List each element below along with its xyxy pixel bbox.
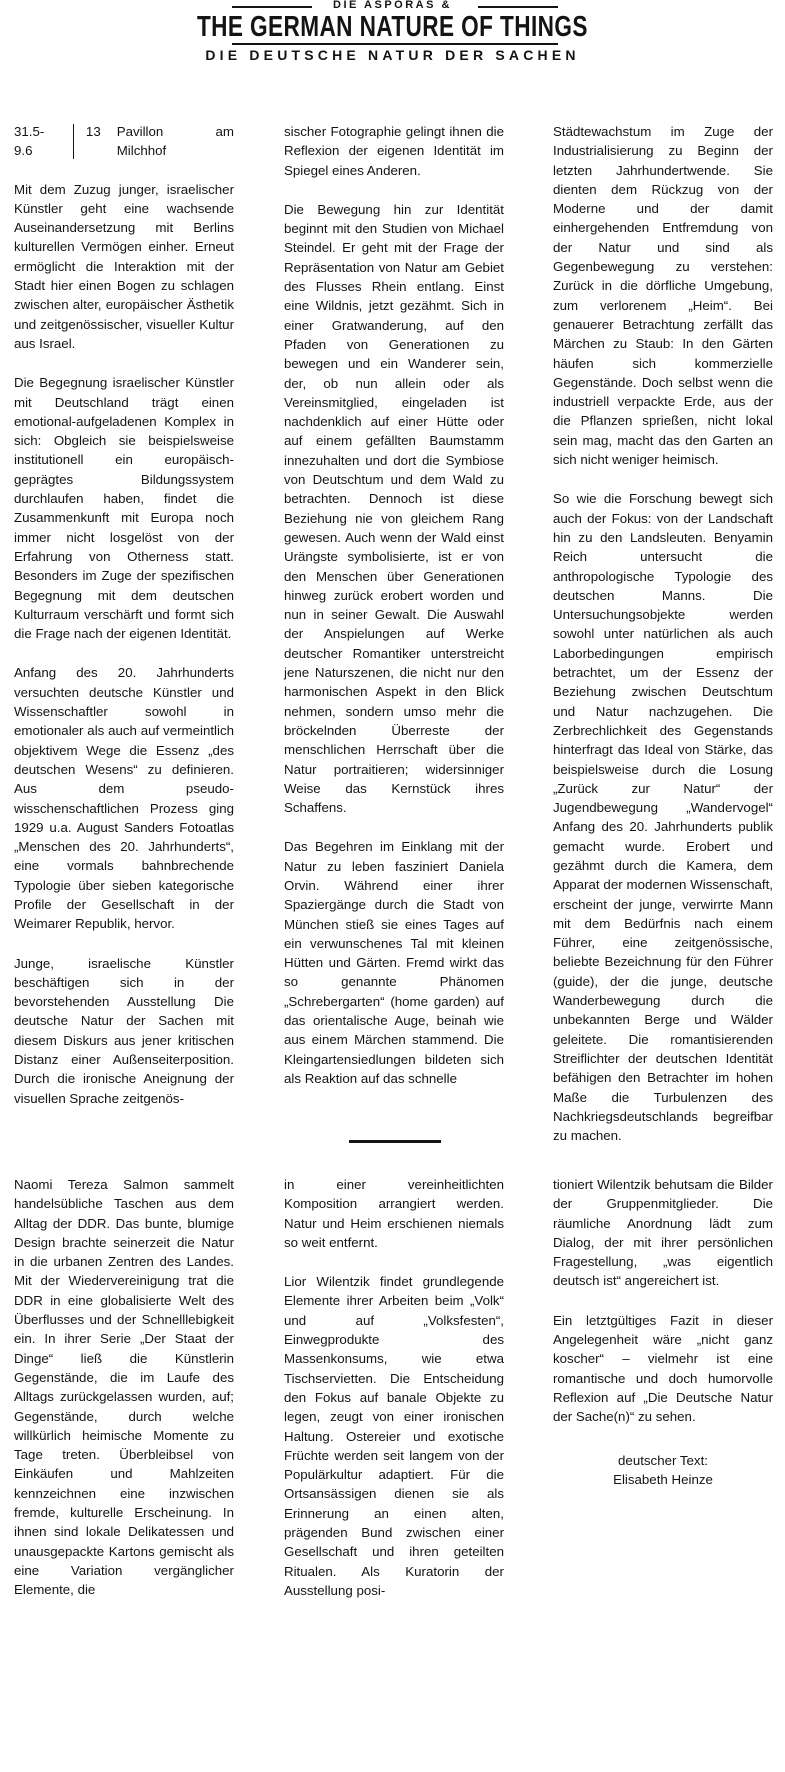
section-divider xyxy=(349,1140,441,1143)
masthead-subtitle: DIE DEUTSCHE NATUR DER SACHEN xyxy=(205,47,580,63)
paragraph: sischer Fotographie gelingt ihnen die Reflexion der eigenen Identität im Spiegel eines Anderen. xyxy=(284,124,504,178)
date-range: 31.5-9.6 xyxy=(14,124,45,159)
paragraph: Anfang des 20. Jahrhunderts versuchten deutsche Künstler und Wissenschaftler sowohl in emotionaler als auch auf vermeintlich objektivem Wege die Essenz „des deutschen Wesens“ zu definieren. Aus dem pseudo-wisschenschaftlichen Prozess ging 1929 u.a. August Sanders Fotoatlas „Menschen des 20. Jahrhunderts“, eine vormals bahnbrechende Typologie über sieben kategorische Profile der Gesellschaft in der Weimarer Republik, hervor. xyxy=(14,665,234,932)
masthead-title: THE GERMAN NATURE OF THINGS xyxy=(196,11,588,43)
masthead-kicker: DIE ASPORAS & xyxy=(333,0,452,11)
article-column-4 xyxy=(14,1175,234,1600)
article-column-5 xyxy=(284,1175,504,1600)
credit-author: Elisabeth Heinze xyxy=(613,1471,713,1487)
date-year: 13 xyxy=(85,124,101,139)
venue: Pavillon am Milchhof xyxy=(116,124,234,159)
paragraph: Ein letztgültiges Fazit in dieser Angelegenheit wäre „nicht ganz koscher“ – vielmehr ist eine romantische und doch humorvolle Reflexion auf „Die Deutsche Natur der Sache(n)“ zu sehen. xyxy=(553,1312,773,1425)
masthead-rule-middle xyxy=(232,43,558,45)
paragraph: Städtewachstum im Zuge der Industrialisierung zu Beginn der letzten Jahrhundertwende. Sie dienten dem Rückzug von der Moderne und der damit einhergehenden Entfremdung von der Natur und sind als Gegenbewegung zu verstehen: Zurück in die dörfliche Umgebung, zum verlorenem „Heim“. Bei genauerer Betrachtung zerfällt das Märchen zu Staub: In den Gärten häufen sich kommerzielle Gegenstände. Doch selbst wenn die industriell verpackte Erde, aus der die Pflanzen sprießen, nicht lokal sein mag, macht das den Garten an sich nicht weniger heimisch. xyxy=(553,124,773,468)
author-credit xyxy=(553,1451,773,1489)
paragraph: Naomi Tereza Salmon sammelt handelsübliche Taschen aus dem Alltag der DDR. Das bunte, blumige Design brachte seinerzeit die Natur in die urbanen Zentren des Landes. Mit der Wiedervereinigung trat die DDR in eine globalisierte Welt des Überflusses und der Schnelllebigkeit ein. In ihrer Serie „Der Staat der Dinge“ ließ die Künstlerin Gegenstände, die im Laufe des Alltags zurückgelassen wurden, auf; Gegenstände, durch welche willkürlich heimische Momente zu Tage treten. Überbleibsel von Einkäufen und Mahlzeiten kennzeichnen eine inzwischen fremde, kulturelle Erscheinung. In ihnen sind lokale Delikatessen und unausgepackte Kartons gemischt als eine Variation vergänglicher Elemente, die xyxy=(14,1177,234,1598)
paragraph: Das Begehren im Einklang mit der Natur zu leben fasziniert Daniela Orvin. Während einer ihrer Spaziergänge durch die Stadt von München stieß sie eines Tages auf ein verwunschenes Tal mit kleinen Hütten und Gärten. Fremd wirkt das so genannte Phänomen „Schrebergarten“ (home garden) auf das orientalische Auge, beinah wie aus einem Märchen stammend. Die Kleingartensiedlungen bildeten sich als Reaktion auf das schnelle xyxy=(284,839,504,1086)
masthead xyxy=(0,0,785,80)
paragraph: Lior Wilentzik findet grundlegende Elemente ihrer Arbeiten beim „Volk“ und auf „Volksfesten“, Einwegprodukte des Massenkonsums, wie etwa Tischservietten. Die Entscheidung den Fokus auf banale Objekte zu legen, zeugt von einer ironischen Haltung. Ostereier und exotische Früchte werden seit langem von der Populärkultur adaptiert. Für die Ortsansässigen dienen sie als Erinnerung an einen alten, prägenden Bund zwischen einer Gesellschaft und ihren geteilten Ritualen. Als Kuratorin der Ausstellung posi- xyxy=(284,1274,504,1598)
date-separator xyxy=(73,124,74,159)
paragraph: tioniert Wilentzik behutsam die Bilder der Gruppenmitglieder. Die räumliche Anordnung lädt zum Dialog, der mit ihrer persönlichen Fragestellung, „was eigentlich deutsch ist“ angereichert ist. xyxy=(553,1177,773,1289)
credit-label: deutscher Text: xyxy=(618,1452,708,1468)
paragraph: So wie die Forschung bewegt sich auch der Fokus: von der Landschaft hin zu den Landsleuten. Benyamin Reich untersucht die anthropologische Typologie des deutschen Manns. Die Untersuchungsobjekte werden sowohl unter natürlichen als auch Laborbedingungen empirisch betrachtet, um der Essenz der Beziehung zwischen Deutschtum und Natur nachzugehen. Die Zerbrechlichkeit des Gegenstands hinterfragt das Ideal von Stärke, das beispielsweise durch die Losung „Zurück zur Natur“ der Jugendbewegung „Wandervogel“ Anfang des 20. Jahrhunderts publik gemacht wurde. Erobert und gezähmt durch die Kamera, dem Apparat der modernen Wissenschaft, erscheint der junge, verwirrte Mann mit dem Bedürfnis nach einem Führer, eine zeitgenössische, beliebte Bezeichnung für den Führer (guide), der die junge, deutsche Wanderbewegung durch die unbekannten Berge und Wälder geleitete. Die romantisierenden Streiflichter der deutschen Identität befähigen den Betrachter im hohen Maße die Turbulenzen des Nachkriegsdeutschlands begreifbar zu machen. xyxy=(553,491,773,1144)
paragraph: in einer vereinheitlichten Komposition arrangiert werden. Natur und Heim erschienen niemals so weit entfernt. xyxy=(284,1177,504,1250)
paragraph: Die Bewegung hin zur Identität beginnt mit den Studien von Michael Steindel. Er geht mit der Frage der Repräsentation von Natur am Gebiet des Flusses Rhein entlang. Einst eine Wildnis, jetzt gezähmt. Sich in einer Gratwanderung, auf den Pfaden von Generationen zu bewegen und ein Wanderer sein, der, ob nun allein oder als Vereinsmitglied, eingeladen ist nachdenklich auf einer Hütte oder auf einem gefällten Baumstamm innezuhalten und dort die Symbiose von Deutschtum und dem Wald zu betrachten. Dennoch ist diese Beziehung nie von gleichem Rang gewesen. Auch wenn der Wald einst Urängste symbolisierte, ist er von den Menschen über Generationen hinweg zurück erobert worden und nun in seiner Gewalt. Die Auswahl der Anspielungen auf Werke deutscher Romantiker unterstreicht jene Naturszenen, die nicht nur den harmonischen Aspekt in den Blick nehmen, sondern umso mehr die bröckelnden Überreste der menschlichen Herrschaft über die Natur portraitieren; widersinniger Weise das Kernstück ihres Schaffens. xyxy=(284,201,504,816)
article-column-1 xyxy=(14,122,234,1108)
article-column-6 xyxy=(553,1175,773,1489)
article-column-2 xyxy=(284,122,504,1088)
dateline xyxy=(14,122,234,161)
paragraph: Junge, israelische Künstler beschäftigen sich in der bevorstehenden Ausstellung Die deutsche Natur der Sachen mit diesem Diskurs aus jener kritischen Distanz einer Außenseiterposition. Durch die ironische Aneignung der visuellen Sprache zeitgenös- xyxy=(14,955,234,1106)
paragraph: Mit dem Zuzug junger, israelischer Künstler geht eine wachsende Auseinandersetzung mit Berlins kulturellen Vermögen einher. Erneut ermöglicht die Interaktion mit der Stadt hier einen Bogen zu schlagen zwischen alter, europäischer Ästhetik und zeitgenössischer, visueller Kultur aus Israel. xyxy=(14,181,234,351)
paragraph: Die Begegnung israelischer Künstler mit Deutschland trägt einen emotional-aufgeladenen Komplex in sich: Obgleich sie beispielsweise institutionell ein europäisch-geprägtes Bildungssystem durchlaufen haben, findet die Zusammenkunft mit Europa noch immer nicht losgelöst von der Erfahrung von Otherness statt. Besonders im Zuge der spezifischen Begegnung mit dem deutschen Kulturraum verschärft und formt sich die Frage nach der eigenen Identität. xyxy=(14,375,234,642)
article-column-3 xyxy=(553,122,773,1145)
